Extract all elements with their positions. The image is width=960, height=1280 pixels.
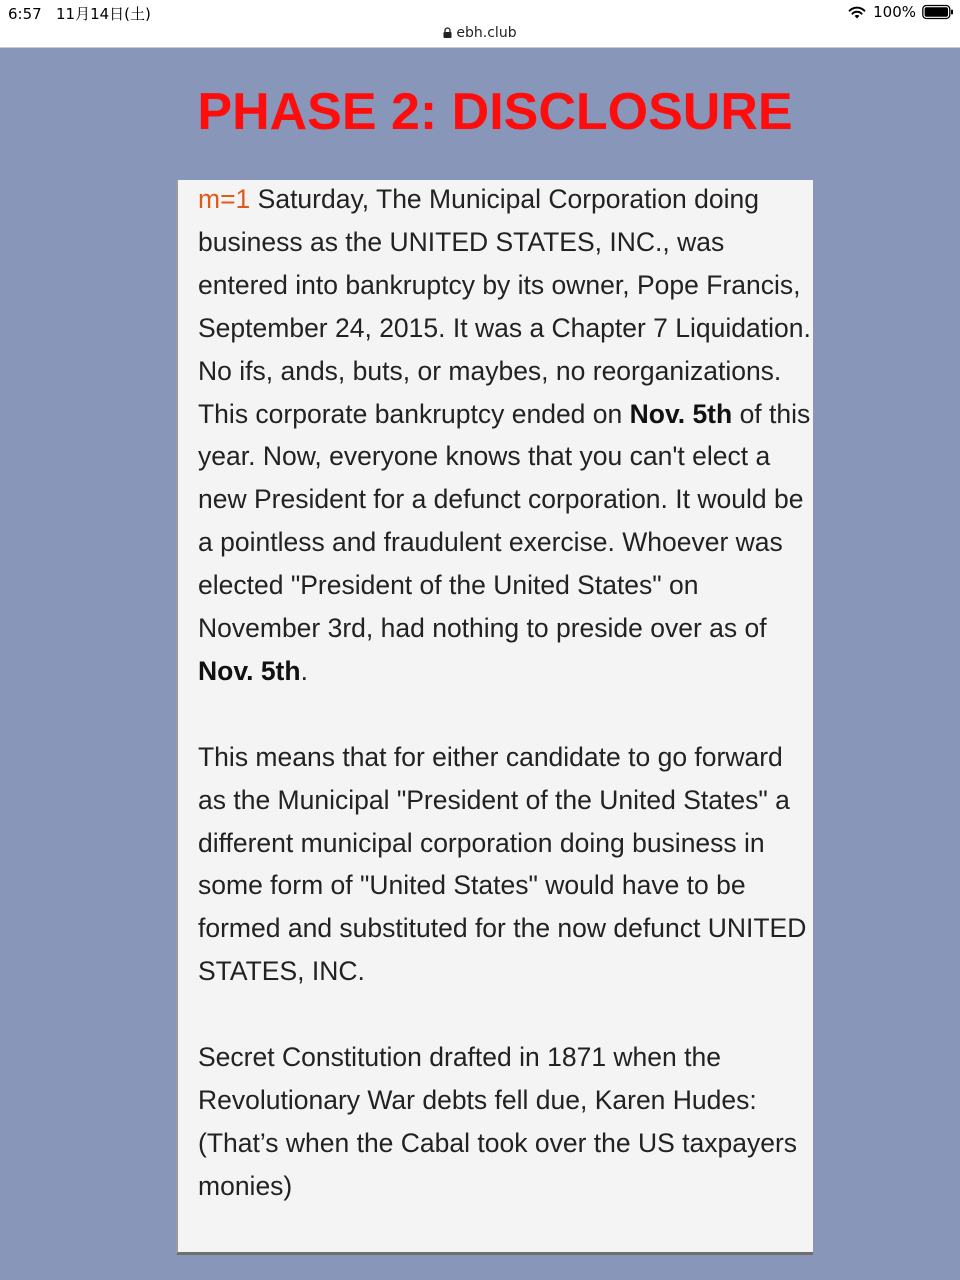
paragraph-gap [198, 693, 818, 736]
date-bold-2: Nov. 5th [198, 655, 301, 686]
date-text: 11月14日(土) [56, 5, 151, 23]
paragraph-3: Secret Constitution drafted in 1871 when the Revolutionary War debts fell due, Karen Hudes: (That’s when the Cabal took over the US taxpayers monies) [198, 1042, 798, 1201]
para1-part1: Saturday, The Municipal Corporation doing business as the UNITED STATES, INC., was entered into bankruptcy by its owner, Pope Francis, September 24, 2015. It was a Chapter 7 Liquidation. No ifs, ands, buts, or maybes, no reorganizations. This corporate bankruptcy ended on [198, 184, 811, 429]
time-text: 6:57 [8, 5, 42, 23]
status-right [847, 3, 954, 21]
url-text: ebh.club [456, 25, 517, 41]
address-bar[interactable] [0, 25, 960, 41]
para1-part2: of this year. Now, everyone knows that you can't elect a new President for a defunct corporation. It would be a pointless and fraudulent exercise. Whoever was elected "President of the United States" on November 3rd, had nothing to preside over as of [198, 398, 811, 644]
status-time [8, 3, 151, 24]
battery-icon [922, 4, 954, 20]
page-title: PHASE 2: DISCLOSURE [197, 83, 793, 141]
wifi-icon [847, 4, 867, 20]
para1-part3: . [300, 655, 308, 686]
bottom-cutoff [0, 1262, 960, 1280]
paragraph-gap [198, 993, 818, 1036]
article-text [198, 178, 818, 1208]
paragraph-1 [198, 178, 818, 693]
battery-percent: 100% [873, 3, 916, 21]
paragraph-2: This means that for either candidate to go forward as the Municipal "President of the United States" a different municipal corporation doing business in some form of "United States" would have to be formed and substituted for the now defunct UNITED STATES, INC. [198, 741, 807, 987]
article-image [176, 180, 813, 1255]
status-bar [0, 0, 960, 48]
marker-label: m=1 [198, 184, 251, 214]
date-bold-1: Nov. 5th [629, 398, 733, 429]
lock-icon [443, 27, 452, 38]
